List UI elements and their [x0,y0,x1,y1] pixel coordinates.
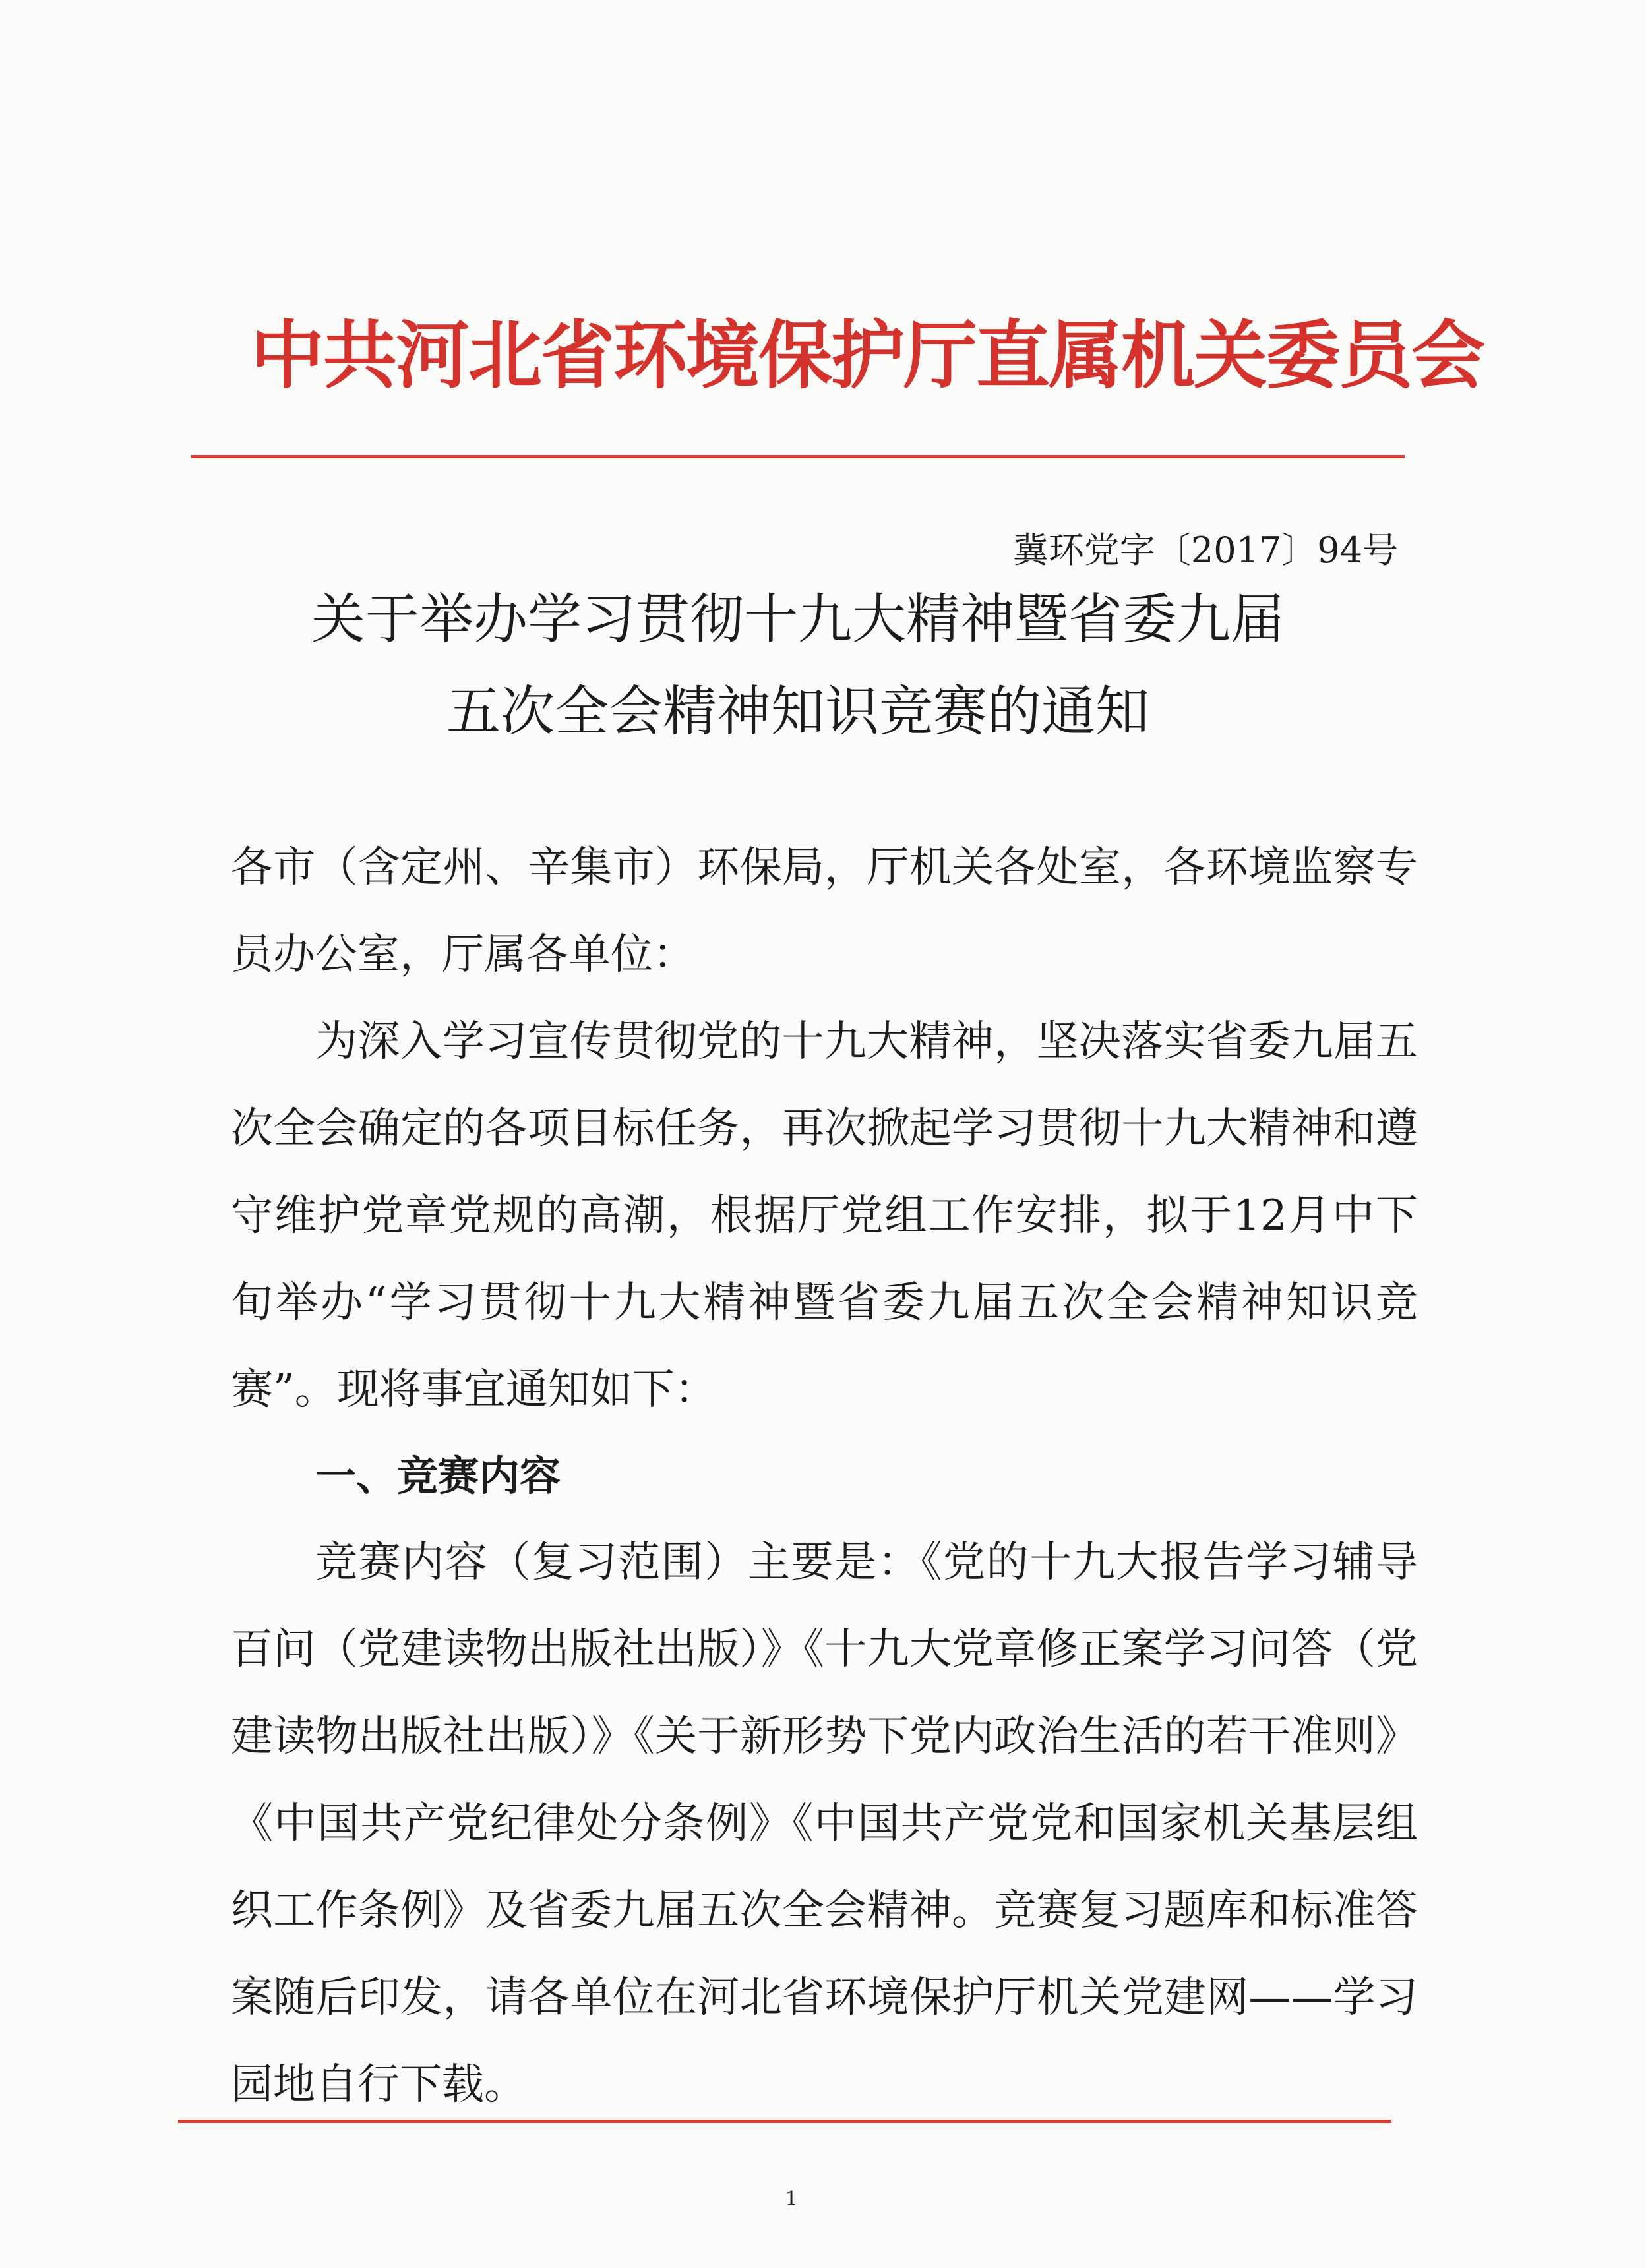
notice-title-line-2: 五次全会精神知识竞赛的通知 [446,680,1149,743]
intro-paragraph: 为深入学习宣传贯彻党的十九大精神，坚决落实省委九届五次全会确定的各项目标任务，再次掀起学习贯彻十九大精神和遵守维护党章党规的高潮，根据厅党组工作安排，拟于12月中下旬举办“学习贯彻十九大精神暨省委九届五次全会精神知识竞赛”。现将事宜通知如下： [231,1017,1418,1414]
section-heading-1: 一、竞赛内容 [315,1452,561,1500]
notice-title-line-1: 关于举办学习贯彻十九大精神暨省委九届 [311,588,1285,651]
section-1-paragraph: 竞赛内容（复习范围）主要是：《党的十九大报告学习辅导百问（党建读物出版社出版）》《十九大党章修正案学习问答（党建读物出版社出版）》《关于新形势下党内政治生活的若干准则》《中国共产党纪律处分条例》《中国共产党党和国家机关基层组织工作条例》及省委九届五次全会精神。竞赛复习题库和标准答案随后印发，请各单位在河北省环境保护厅机关党建网——学习园地自行下载。 [231,1538,1418,2109]
notice-title [191,574,1405,758]
footer-red-rule [178,2120,1391,2123]
page-number: 1 [785,2188,798,2211]
org-header-title: 中共河北省环境保护厅直属机关委员会 [251,313,1484,399]
recipients-paragraph: 各市（含定州、辛集市）环保局，厅机关各处室，各环境监察专员办公室，厅属各单位： [231,843,1418,979]
document-body [231,824,1418,2128]
document-number: 冀环党字〔2017〕94号 [1012,529,1398,571]
header-red-rule [191,455,1405,458]
